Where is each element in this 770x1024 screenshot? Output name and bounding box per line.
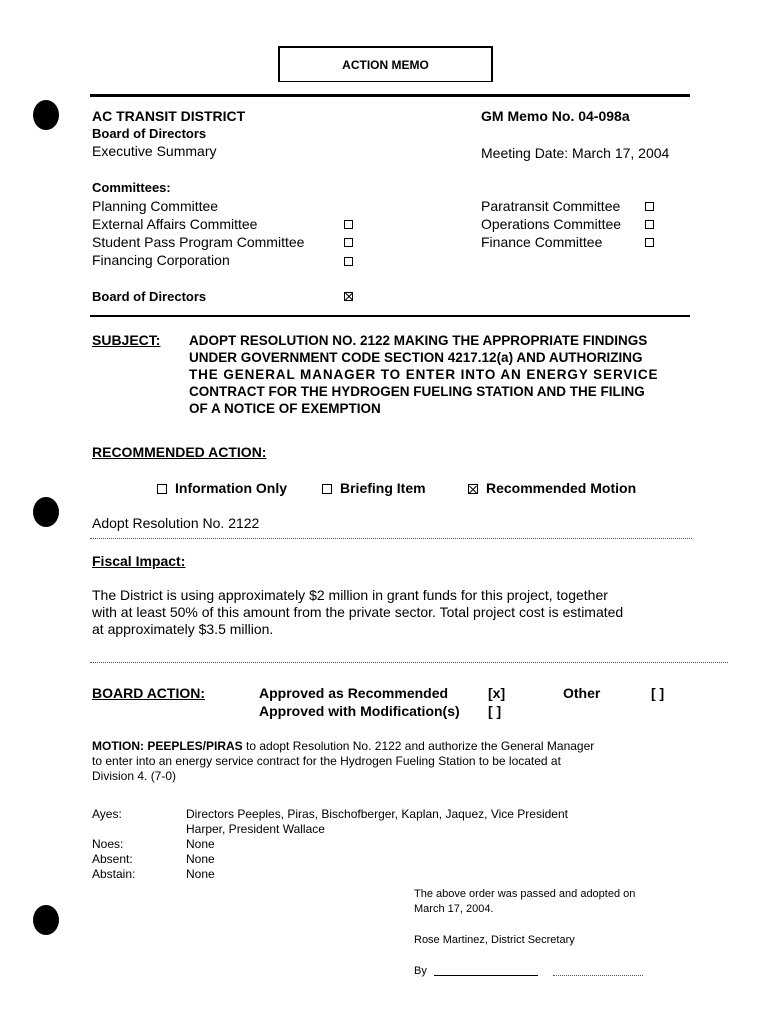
org-name: AC TRANSIT DISTRICT [92,108,246,124]
option-information-only[interactable]: Information Only [157,480,287,497]
adoption-line-1: The above order was passed and adopted on [414,888,636,900]
subject-line: ADOPT RESOLUTION NO. 2122 MAKING THE APPROPRIATE FINDINGS [189,333,648,348]
checkbox-operations[interactable] [645,220,654,229]
punch-hole-top [33,100,59,130]
approved-as-recommended: Approved as Recommended [259,685,449,701]
approved-mark: [x] [488,685,506,701]
by-label: By [414,965,427,977]
committee-rule [90,315,690,317]
checked-checkbox-icon[interactable] [468,484,478,494]
punch-hole-middle [33,497,59,527]
checkbox-icon[interactable] [157,484,167,494]
fiscal-impact-text: The District is using approximately $2 million in grant funds for this project, together with at least 50% of this amount from the private sector. Total project cost is estimated at approximately $3.5 million. [92,587,624,637]
modified-mark: [ ] [488,703,502,719]
gm-memo-number: GM Memo No. 04-098a [481,108,630,124]
approved-with-modifications: Approved with Modification(s) [259,703,460,719]
option-briefing-item[interactable]: Briefing Item [322,480,426,497]
committee-planning: Planning Committee [92,198,219,214]
subject-text [189,332,709,417]
motion-text: MOTION: PEEPLES/PIRAS to adopt Resolution No. 2122 and authorize the General Manager to enter into an energy service contract for the Hydrogen Fueling Station to be located at Division 4. (7-0) [92,739,595,783]
signature-line-dotted [553,975,643,976]
subject-line: CONTRACT FOR THE HYDROGEN FUELING STATION AND THE FILING [189,384,645,399]
divider [90,538,692,539]
checkbox-paratransit[interactable] [645,202,654,211]
committee-operations: Operations Committee [481,216,622,232]
committee-finance: Finance Committee [481,234,603,250]
checkbox-board-of-directors[interactable] [344,292,353,301]
recommended-action-text: Adopt Resolution No. 2122 [92,515,260,531]
subject-label: SUBJECT: [92,332,161,348]
votes: Ayes: Directors Peeples, Piras, Bischofberger, Kaplan, Jaquez, Vice President Harper, President Wallace Noes: None Absent: None Abstain: None [92,807,568,881]
fiscal-impact-heading: Fiscal Impact: [92,553,186,569]
option-recommended-motion[interactable]: Recommended Motion [468,480,636,497]
executive-summary: Executive Summary [92,143,217,159]
other-mark: [ ] [651,685,665,701]
action-memo-box [278,46,493,82]
meeting-date: Meeting Date: March 17, 2004 [481,145,670,161]
committee-external-affairs: External Affairs Committee [92,216,258,232]
district-secretary: Rose Martinez, District Secretary [414,934,575,946]
signature-line [434,975,538,976]
action-memo-title: ACTION MEMO [342,58,429,72]
checkbox-finance[interactable] [645,238,654,247]
committee-paratransit: Paratransit Committee [481,198,621,214]
other-label: Other [563,685,601,701]
committee-student-pass: Student Pass Program Committee [92,234,305,250]
adoption-line-2: March 17, 2004. [414,903,494,915]
recommended-action-heading: RECOMMENDED ACTION: [92,444,267,460]
subject-line: THE GENERAL MANAGER TO ENTER INTO AN ENERGY SERVICE [189,367,659,382]
subject-line: UNDER GOVERNMENT CODE SECTION 4217.12(a) AND AUTHORIZING [189,350,643,365]
divider [90,662,728,663]
subject-line: OF A NOTICE OF EXEMPTION [189,401,381,416]
board-of-directors-label: Board of Directors [92,289,207,304]
board-action-label: BOARD ACTION: [92,685,206,701]
punch-hole-bottom [33,905,59,935]
checkbox-financing-corp[interactable] [344,257,353,266]
motion-prefix: MOTION: PEEPLES/PIRAS [92,739,243,753]
committees-heading: Committees: [92,180,171,195]
checkbox-student-pass[interactable] [344,238,353,247]
top-rule [90,94,690,97]
board-name: Board of Directors [92,126,207,141]
checkbox-external-affairs[interactable] [344,220,353,229]
checkbox-icon[interactable] [322,484,332,494]
committee-financing-corp: Financing Corporation [92,252,230,268]
